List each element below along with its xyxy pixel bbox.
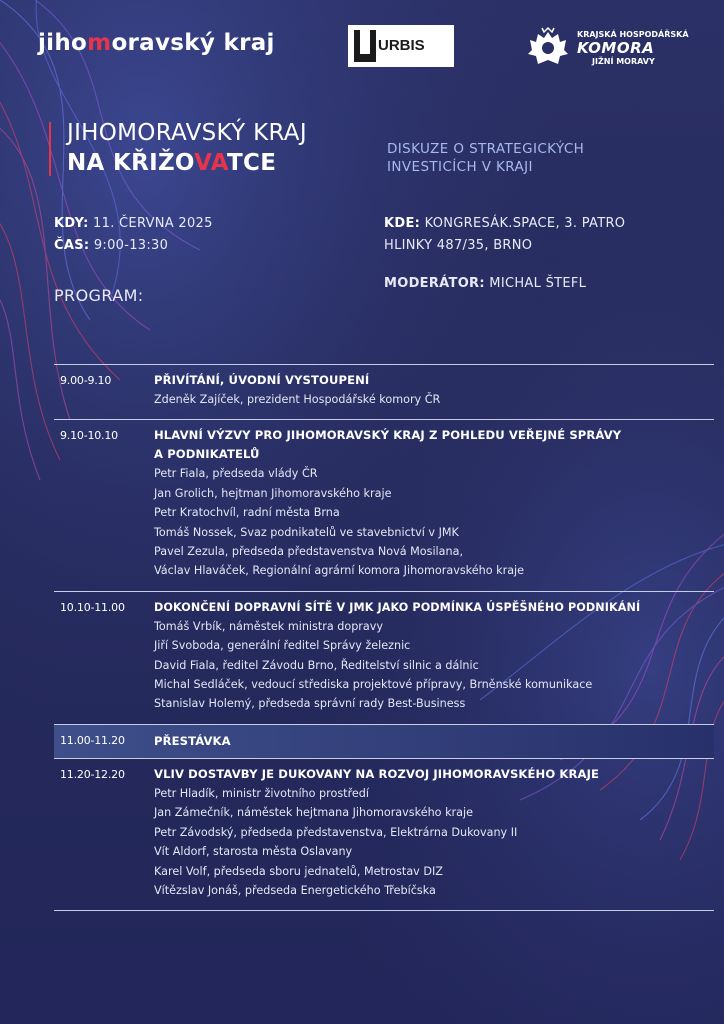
speaker: David Fiala, ředitel Závodu Brno, Ředitelství silnic a dálnic bbox=[154, 658, 479, 672]
event-address: HLINKY 487/35, BRNO bbox=[384, 238, 533, 253]
speaker: Petr Fiala, předseda vlády ČR bbox=[154, 467, 318, 481]
speaker: Petr Závodský, předseda představenstva, Elektrárna Dukovany II bbox=[154, 825, 518, 839]
speaker: Michal Sedláček, vedoucí střediska projektové přípravy, Brněnské komunikace bbox=[154, 678, 593, 692]
title-line-2: NA KŘIŽOVATCE bbox=[67, 150, 277, 176]
divider bbox=[54, 910, 714, 911]
program-schedule bbox=[54, 364, 714, 911]
speaker: Vít Aldorf, starosta města Oslavany bbox=[154, 845, 353, 859]
khk-logo: KRAJSKÁ HOSPODÁŘSKÁ KOMORA JIŽNÍ MORAVY bbox=[524, 26, 674, 70]
speaker: Tomáš Nossek, Svaz podnikatelů ve stavebnictví v JMK bbox=[154, 525, 459, 539]
program-heading: PROGRAM: bbox=[54, 286, 144, 305]
event-time: ČAS: 9:00-13:30 bbox=[54, 238, 169, 253]
speaker: Jan Grolich, hejtman Jihomoravského kraje bbox=[154, 486, 392, 500]
title-line-1: JIHOMORAVSKÝ KRAJ bbox=[67, 120, 307, 146]
urbis-logo: URBIS bbox=[348, 25, 454, 67]
speaker: Václav Hlaváček, Regionální agrární komora Jihomoravského kraje bbox=[154, 564, 525, 578]
speaker: Petr Hladík, ministr životního prostředí bbox=[154, 786, 370, 800]
session-title: PŘESTÁVKA bbox=[154, 733, 231, 748]
event-date: KDY: 11. ČERVNA 2025 bbox=[54, 216, 213, 231]
schedule-break: 11.00-11.20 PŘESTÁVKA bbox=[54, 725, 714, 758]
session-title: VLIV DOSTAVBY JE DUKOVANY NA ROZVOJ JIHOMORAVSKÉHO KRAJE bbox=[154, 766, 600, 781]
speaker: Karel Volf, předseda sboru jednatelů, Metrostav DIZ bbox=[154, 864, 443, 878]
session-title: DOKONČENÍ DOPRAVNÍ SÍTĚ V JMK JAKO PODMÍNKA ÚSPĚŠNÉHO PODNIKÁNÍ bbox=[154, 600, 641, 614]
event-venue: KDE: KONGRESÁK.SPACE, 3. PATRO bbox=[384, 216, 626, 231]
speaker: Jiří Svoboda, generální ředitel Správy železnic bbox=[154, 639, 411, 653]
session-title: HLAVNÍ VÝZVY PRO JIHOMORAVSKÝ KRAJ Z POHLEDU VEŘEJNÉ SPRÁVY A PODNIKATELŮ bbox=[154, 428, 622, 462]
speaker: Pavel Zezula, předseda představenstva Nová Mosilana, bbox=[154, 545, 464, 559]
schedule-item: 10.10-11.00 DOKONČENÍ DOPRAVNÍ SÍTĚ V JMK JAKO PODMÍNKA ÚSPĚŠNÉHO PODNIKÁNÍ Tomáš Vrbík, náměstek ministra dopravy Jiří Svoboda, generální ředitel Správy železnic David Fiala, ředitel Závodu Brno, Ředitelství silnic a dálnic Michal Sedláček, vedoucí střediska projektové přípravy, Brněnské komunikace Stanislav Holemý, předseda správní rady Best-Business bbox=[54, 592, 714, 724]
speaker: Jan Zámečník, náměstek hejtmana Jihomoravského kraje bbox=[154, 806, 473, 820]
speaker: Zdeněk Zajíček, prezident Hospodářské komory ČR bbox=[154, 393, 441, 406]
moderator: MODERÁTOR: MICHAL ŠTEFL bbox=[384, 276, 587, 291]
event-subtitle: DISKUZE O STRATEGICKÝCH INVESTICÍCH V KRAJI bbox=[387, 141, 585, 175]
speaker: Vítězslav Jonáš, předseda Energetického Třebíčska bbox=[154, 883, 436, 897]
schedule-item: 9.00-9.10 PŘIVÍTÁNÍ, ÚVODNÍ VYSTOUPENÍ Zdeněk Zajíček, prezident Hospodářské komory ČR bbox=[54, 365, 714, 419]
speaker: Stanislav Holemý, předseda správní rady Best-Business bbox=[154, 697, 466, 711]
jmk-logo: jihomoravský kraj bbox=[38, 30, 275, 56]
chamber-crest-icon bbox=[524, 26, 572, 70]
speaker: Tomáš Vrbík, náměstek ministra dopravy bbox=[154, 619, 384, 633]
schedule-item: 9.10-10.10 HLAVNÍ VÝZVY PRO JIHOMORAVSKÝ KRAJ Z POHLEDU VEŘEJNÉ SPRÁVY A PODNIKATELŮ Petr Fiala, předseda vlády ČR Jan Grolich, hejtman Jihomoravského kraje Petr Kratochvíl, radní města Brna Tomáš Nossek, Svaz podnikatelů ve stavebnictví v JMK Pavel Zezula, předseda představenstva Nová Mosilana, Václav Hlaváček, Regionální agrární komora Jihomoravského kraje bbox=[54, 420, 714, 590]
session-title: PŘIVÍTÁNÍ, ÚVODNÍ VYSTOUPENÍ bbox=[154, 373, 370, 387]
urbis-u-mark-icon bbox=[354, 30, 376, 62]
schedule-item: 11.20-12.20 VLIV DOSTAVBY JE DUKOVANY NA ROZVOJ JIHOMORAVSKÉHO KRAJE Petr Hladík, ministr životního prostředí Jan Zámečník, náměstek hejtmana Jihomoravského kraje Petr Závodský, předseda představenstva, Elektrárna Dukovany II Vít Aldorf, starosta města Oslavany Karel Volf, předseda sboru jednatelů, Metrostav DIZ Vítězslav Jonáš, předseda Energetického Třebíčska bbox=[54, 759, 714, 910]
speaker: Petr Kratochvíl, radní města Brna bbox=[154, 506, 340, 520]
title-accent-bar bbox=[49, 122, 51, 176]
